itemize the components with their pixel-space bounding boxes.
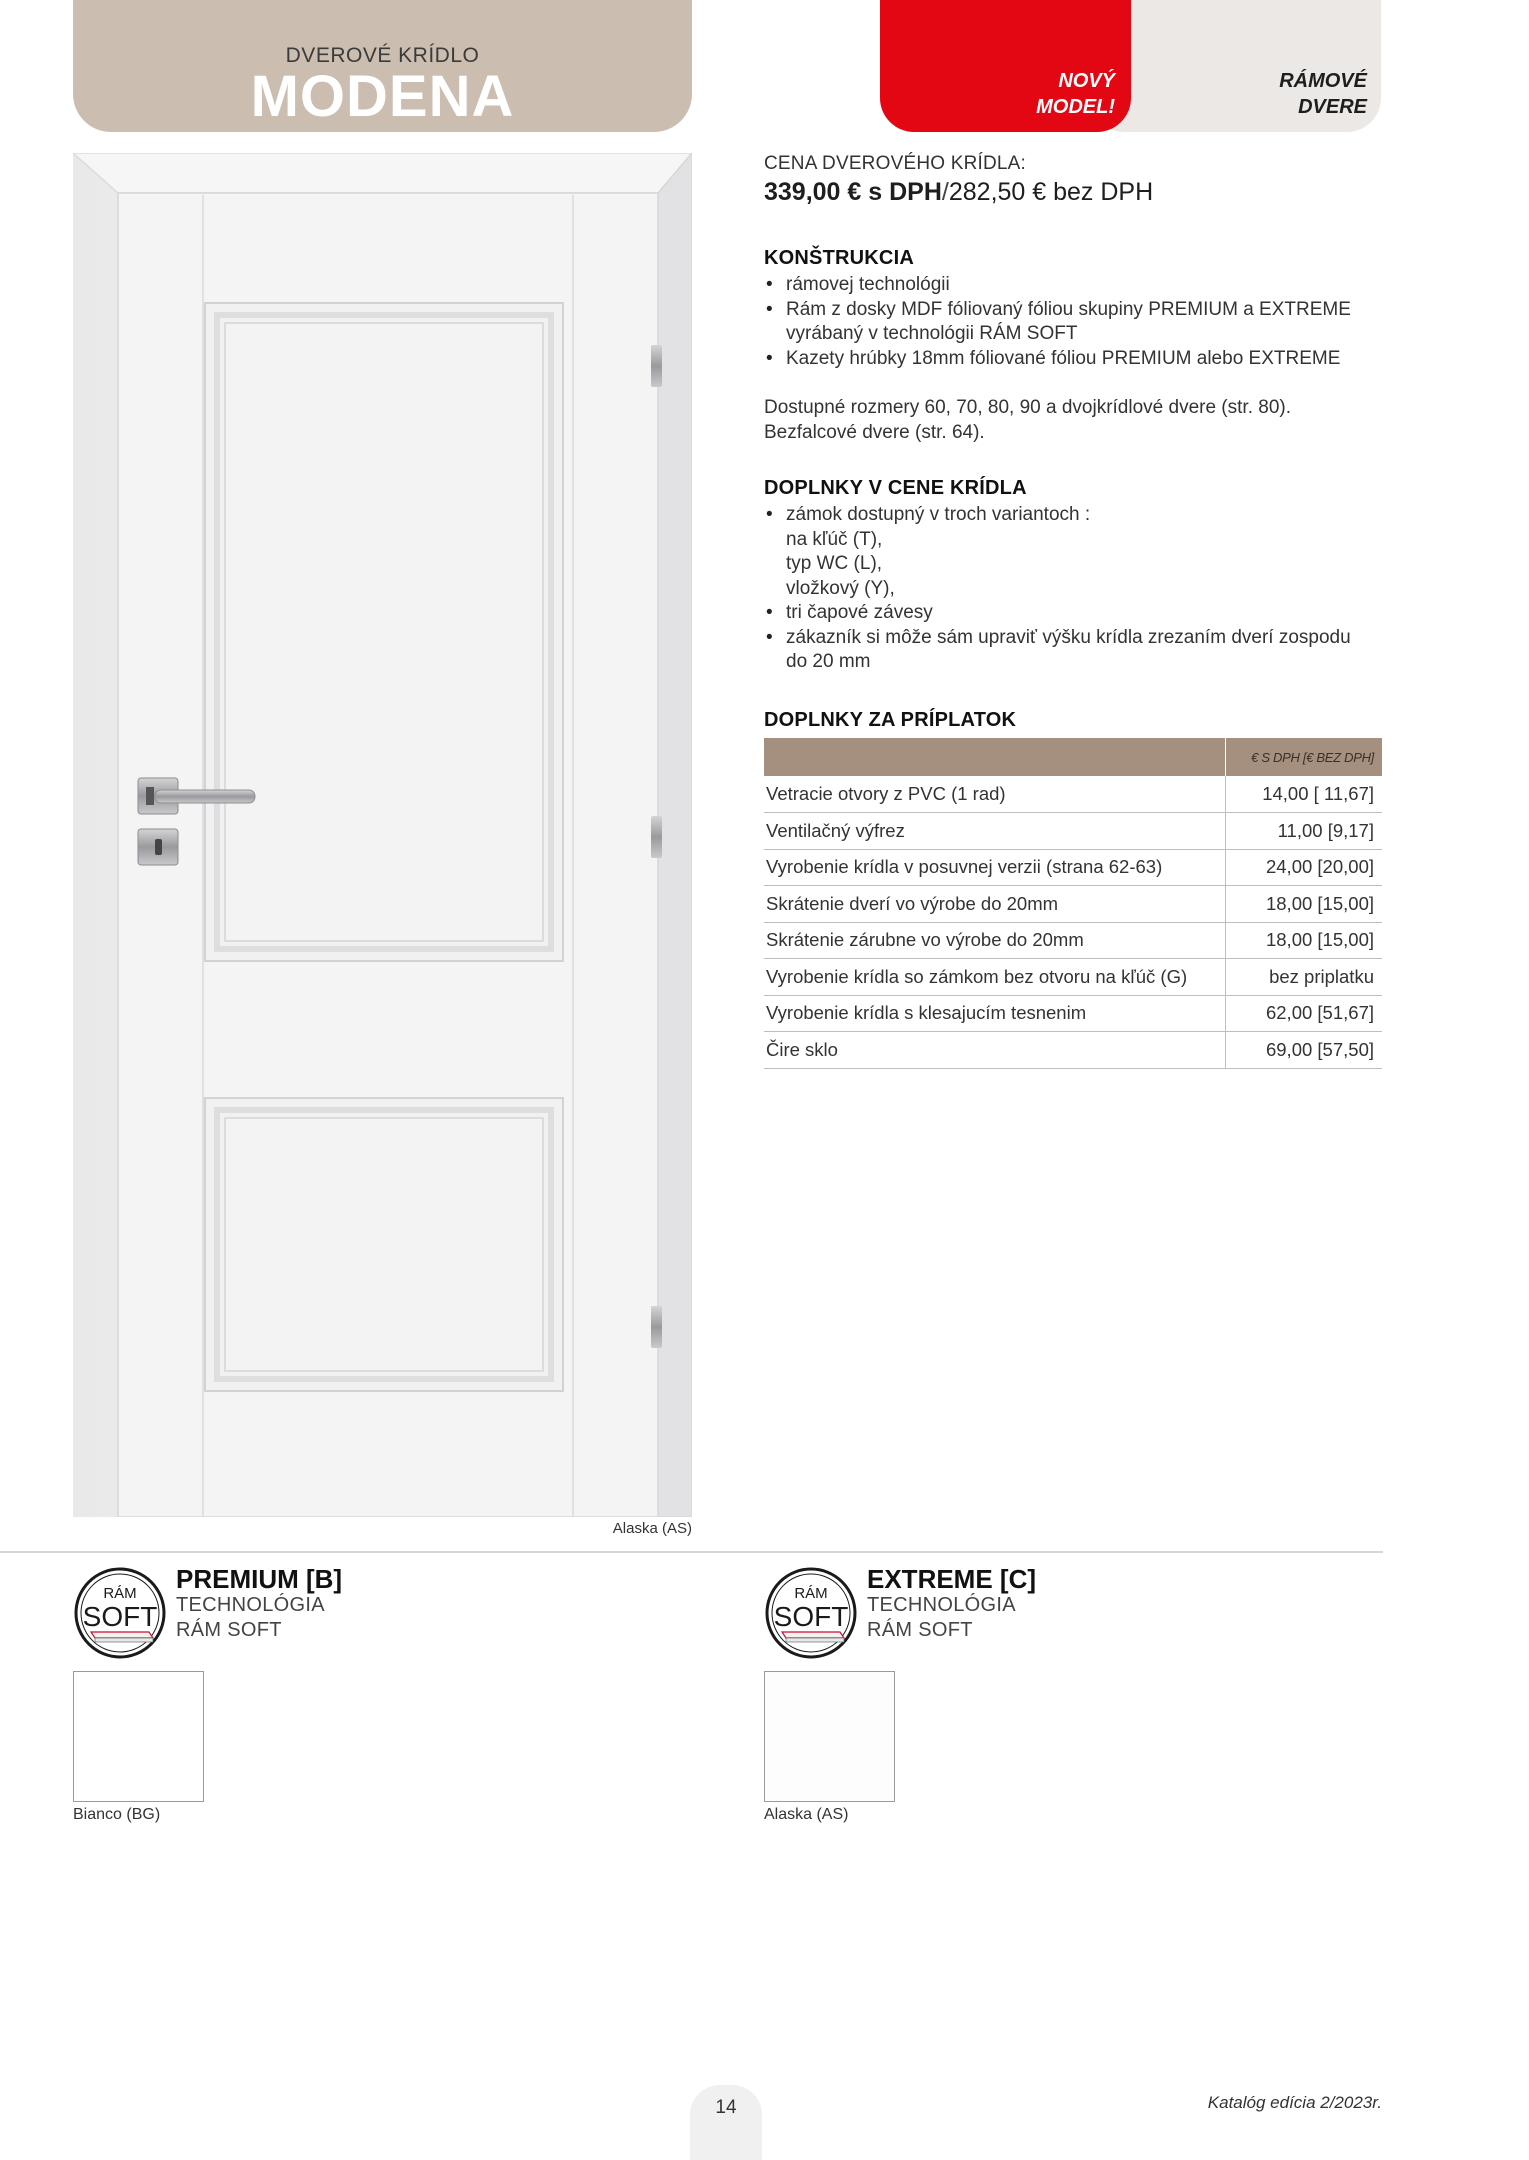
svg-text:RÁM: RÁM: [103, 1585, 137, 1602]
model-name: MODENA: [250, 64, 515, 129]
table-row: Ventilačný výfrez 11,00 [9,17]: [764, 813, 1382, 850]
included-heading: DOPLNKY V CENE KRÍDLA: [764, 477, 1027, 499]
door-type-overline: DVEROVÉ KRÍDLO: [285, 44, 480, 67]
header-name-cell: [764, 738, 1225, 776]
swatch-alaska: [764, 1671, 895, 1802]
table-row: Vyrobenie krídla v posuvnej verzii (strana 62-63) 24,00 [20,00]: [764, 849, 1382, 886]
list-item: • Kazety hrúbky 18mm fóliované fóliou PREMIUM alebo EXTREME: [764, 347, 1351, 372]
list-item: • zámok dostupný v troch variantoch : na kľúč (T), typ WC (L), vložkový (Y),: [764, 503, 1351, 601]
included-list: [764, 503, 1351, 675]
extreme-series-subtitle: TECHNOLÓGIA RÁM SOFT: [867, 1594, 1016, 1641]
table-row: Čire sklo 69,00 [57,50]: [764, 1032, 1382, 1069]
price-line: [764, 178, 1153, 207]
construction-list: [764, 273, 1351, 371]
premium-series-subtitle: TECHNOLÓGIA RÁM SOFT: [176, 1594, 325, 1641]
category-tab: [1090, 0, 1381, 132]
new-model-badge: [880, 0, 1131, 132]
swatch-bianco: [73, 1671, 204, 1802]
premium-series-title: PREMIUM [B]: [176, 1564, 343, 1594]
swatch-caption-bianco: Bianco (BG): [73, 1806, 161, 1823]
page-number: 14: [690, 2085, 762, 2160]
door-finish-caption: Alaska (AS): [612, 1520, 692, 1537]
extreme-series-title: EXTREME [C]: [867, 1564, 1036, 1594]
svg-text:SOFT: SOFT: [82, 1601, 158, 1632]
ram-soft-logo-icon: [764, 1566, 858, 1660]
table-row: Vetracie otvory z PVC (1 rad) 14,00 [ 11,67]: [764, 776, 1382, 813]
table-row: Vyrobenie krídla s klesajucím tesnenim 62,00 [51,67]: [764, 995, 1382, 1032]
surcharges-heading: DOPLNKY ZA PRÍPLATOK: [764, 709, 1017, 731]
svg-text:SOFT: SOFT: [773, 1601, 849, 1632]
model-title-tab: [73, 0, 692, 132]
price-label: CENA DVEROVÉHO KRÍDLA:: [764, 153, 1027, 174]
section-divider: [0, 1551, 1383, 1553]
svg-text:RÁM: RÁM: [794, 1585, 828, 1602]
catalog-edition: Katalóg edícia 2/2023r.: [1207, 2093, 1382, 2112]
door-photo: [73, 153, 692, 1517]
price-with-vat: 339,00 € s DPH: [764, 178, 942, 206]
table-row: Skrátenie dverí vo výrobe do 20mm 18,00 [15,00]: [764, 886, 1382, 923]
new-model-label: NOVÝ MODEL!: [1036, 70, 1115, 118]
ram-soft-logo-icon: [73, 1566, 167, 1660]
price-separator: /: [941, 178, 949, 206]
list-item: • tri čapové závesy: [764, 601, 1351, 626]
category-label: RÁMOVÉ DVERE: [1279, 70, 1367, 118]
list-item: • zákazník si môže sám upraviť výšku krídla zrezaním dverí zospodu do 20 mm: [764, 626, 1351, 675]
price-without-vat: 282,50 € bez DPH: [948, 178, 1154, 206]
swatch-caption-alaska: Alaska (AS): [764, 1806, 849, 1823]
list-item: • rámovej technológii: [764, 273, 1351, 298]
list-item: • Rám z dosky MDF fóliovaný fóliou skupiny PREMIUM a EXTREME vyrábaný v technológii RÁM SOFT: [764, 298, 1351, 347]
available-sizes-note: Dostupné rozmery 60, 70, 80, 90 a dvojkrídlové dvere (str. 80). Bezfalcové dvere (str. 64).: [764, 397, 1291, 443]
table-row: Vyrobenie krídla so zámkom bez otvoru na kľúč (G) bez priplatku: [764, 959, 1382, 996]
header-price-cell: € S DPH [€ BEZ DPH]: [1225, 738, 1382, 776]
door-illustration: [73, 153, 692, 1517]
surcharges-table: [764, 738, 1382, 1069]
table-header-row: [764, 738, 1382, 776]
construction-heading: KONŠTRUKCIA: [764, 247, 914, 269]
table-row: Skrátenie zárubne vo výrobe do 20mm 18,00 [15,00]: [764, 922, 1382, 959]
